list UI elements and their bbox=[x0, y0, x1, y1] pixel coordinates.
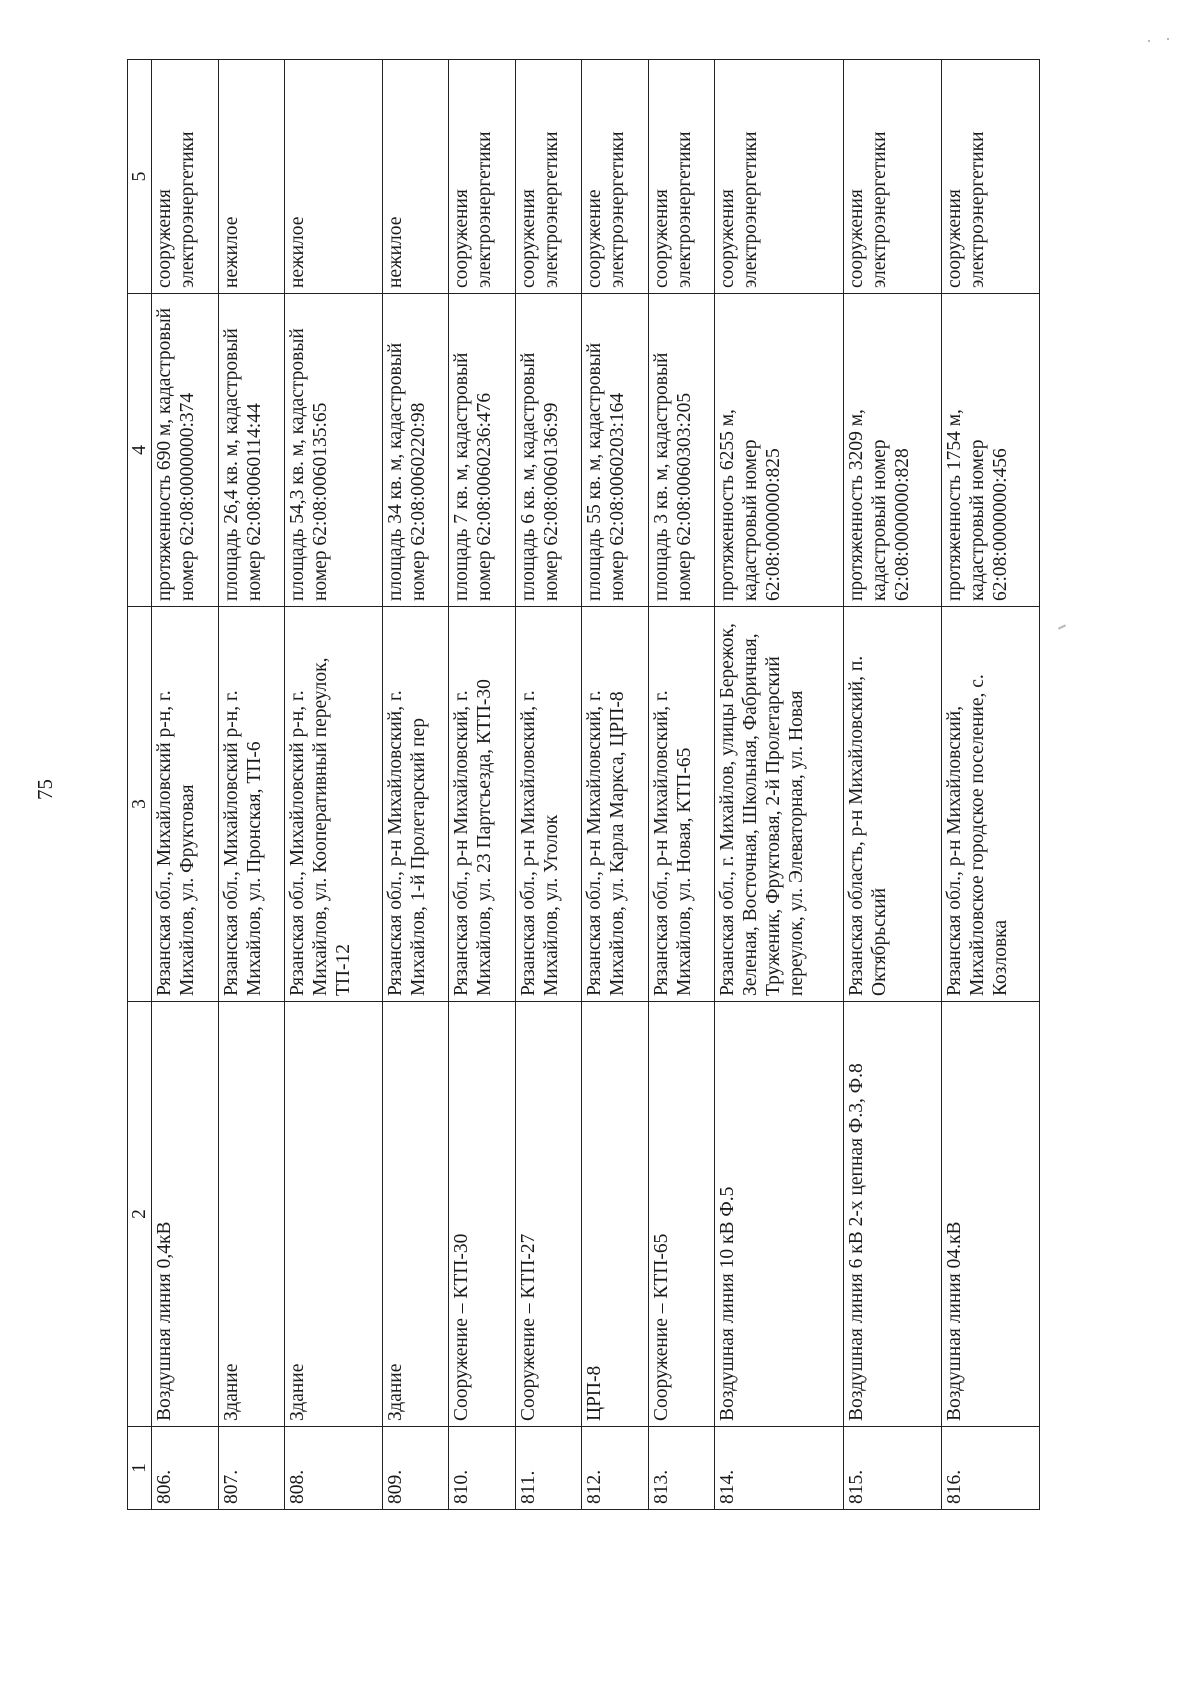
page-number: 75 bbox=[33, 779, 57, 800]
object-name-cell: Здание bbox=[218, 1002, 285, 1427]
row-number-cell: 814. bbox=[715, 1427, 844, 1510]
table-row bbox=[648, 60, 715, 1510]
rotated-table-container bbox=[127, 60, 1040, 1510]
address-cell: Рязанская обл., Михайловский р-н, г. Михайлов, ул. Пронская, ТП-6 bbox=[218, 607, 285, 1002]
purpose-cell: сооружение электроэнергетики bbox=[582, 60, 649, 294]
purpose-cell: сооружения электроэнергетики bbox=[942, 60, 1040, 294]
purpose-cell: нежилое bbox=[285, 60, 383, 294]
property-register-table bbox=[127, 59, 1040, 1510]
table-row bbox=[218, 60, 285, 1510]
table-row bbox=[382, 60, 449, 1510]
purpose-cell: нежилое bbox=[382, 60, 449, 294]
column-header: 1 bbox=[128, 1427, 152, 1510]
address-cell: Рязанская область, р-н Михайловский, п. Октябрьский bbox=[844, 607, 942, 1002]
row-number-cell: 809. bbox=[382, 1427, 449, 1510]
object-name-cell: Здание bbox=[285, 1002, 383, 1427]
scan-speck bbox=[1167, 38, 1169, 40]
table-row bbox=[449, 60, 516, 1510]
row-number-cell: 810. bbox=[449, 1427, 516, 1510]
table-row bbox=[582, 60, 649, 1510]
row-number-cell: 807. bbox=[218, 1427, 285, 1510]
purpose-cell: сооружения электроэнергетики bbox=[449, 60, 516, 294]
details-cell: протяженность 3209 м, кадастровый номер 62:08:0000000:828 bbox=[844, 294, 942, 607]
address-cell: Рязанская обл., р-н Михайловский, г. Михайлов, 1-й Пролетарский пер bbox=[382, 607, 449, 1002]
address-cell: Рязанская обл., Михайловский р-н, г. Михайлов, ул. Кооперативный переулок, ТП-12 bbox=[285, 607, 383, 1002]
purpose-cell: сооружения электроэнергетики bbox=[152, 60, 219, 294]
address-cell: Рязанская обл., Михайловский р-н, г. Михайлов, ул. Фруктовая bbox=[152, 607, 219, 1002]
object-name-cell: Воздушная линия 0,4кВ bbox=[152, 1002, 219, 1427]
column-header: 5 bbox=[128, 60, 152, 294]
table-row bbox=[152, 60, 219, 1510]
object-name-cell: Воздушная линия 10 кВ Ф.5 bbox=[715, 1002, 844, 1427]
purpose-cell: сооружения электроэнергетики bbox=[515, 60, 582, 294]
address-cell: Рязанская обл., г. Михайлов, улицы Бережок, Зеленая, Восточная, Школьная, Фабричная, Труженик, Фруктовая, 2-й Пролетарский переулок, ул. Элеваторная, ул. Новая bbox=[715, 607, 844, 1002]
details-cell: протяженность 6255 м, кадастровый номер 62:08:0000000:825 bbox=[715, 294, 844, 607]
row-number-cell: 811. bbox=[515, 1427, 582, 1510]
column-header: 4 bbox=[128, 294, 152, 607]
table-row bbox=[285, 60, 383, 1510]
table-row bbox=[715, 60, 844, 1510]
object-name-cell: Сооружение – КТП-27 bbox=[515, 1002, 582, 1427]
object-name-cell: Воздушная линия 04.кВ bbox=[942, 1002, 1040, 1427]
object-name-cell: ЦРП-8 bbox=[582, 1002, 649, 1427]
address-cell: Рязанская обл., р-н Михайловский, г. Михайлов, ул. Новая, КТП-65 bbox=[648, 607, 715, 1002]
scan-speck bbox=[1058, 624, 1066, 629]
object-name-cell: Сооружение – КТП-65 bbox=[648, 1002, 715, 1427]
object-name-cell: Здание bbox=[382, 1002, 449, 1427]
address-cell: Рязанская обл., р-н Михайловский, г. Михайлов, ул. 23 Партсъезда, КТП-30 bbox=[449, 607, 516, 1002]
object-name-cell: Воздушная линия 6 кВ 2-х цепная Ф.3, Ф.8 bbox=[844, 1002, 942, 1427]
column-header: 2 bbox=[128, 1002, 152, 1427]
column-header: 3 bbox=[128, 607, 152, 1002]
address-cell: Рязанская обл., р-н Михайловский, г. Михайлов, ул. Карла Маркса, ЦРП-8 bbox=[582, 607, 649, 1002]
table-row bbox=[942, 60, 1040, 1510]
scan-speck bbox=[1148, 40, 1150, 42]
details-cell: площадь 6 кв. м, кадастровый номер 62:08:0060136:99 bbox=[515, 294, 582, 607]
purpose-cell: сооружения электроэнергетики bbox=[715, 60, 844, 294]
row-number-cell: 816. bbox=[942, 1427, 1040, 1510]
purpose-cell: сооружения электроэнергетики bbox=[648, 60, 715, 294]
details-cell: площадь 7 кв. м, кадастровый номер 62:08:0060236:476 bbox=[449, 294, 516, 607]
details-cell: площадь 55 кв. м, кадастровый номер 62:08:0060203:164 bbox=[582, 294, 649, 607]
table-row bbox=[515, 60, 582, 1510]
details-cell: площадь 54,3 кв. м, кадастровый номер 62:08:0060135:65 bbox=[285, 294, 383, 607]
address-cell: Рязанская обл., р-н Михайловский, г. Михайлов, ул. Уголок bbox=[515, 607, 582, 1002]
object-name-cell: Сооружение – КТП-30 bbox=[449, 1002, 516, 1427]
purpose-cell: сооружения электроэнергетики bbox=[844, 60, 942, 294]
row-number-cell: 806. bbox=[152, 1427, 219, 1510]
details-cell: площадь 34 кв. м, кадастровый номер 62:08:0060220:98 bbox=[382, 294, 449, 607]
table-row bbox=[844, 60, 942, 1510]
address-cell: Рязанская обл., р-н Михайловский, Михайловское городское поселение, с. Козловка bbox=[942, 607, 1040, 1002]
purpose-cell: нежилое bbox=[218, 60, 285, 294]
table-header-row bbox=[128, 60, 152, 1510]
row-number-cell: 812. bbox=[582, 1427, 649, 1510]
row-number-cell: 808. bbox=[285, 1427, 383, 1510]
details-cell: протяженность 1754 м, кадастровый номер 62:08:0000000:456 bbox=[942, 294, 1040, 607]
details-cell: протяженность 690 м, кадастровый номер 62:08:0000000:374 bbox=[152, 294, 219, 607]
row-number-cell: 813. bbox=[648, 1427, 715, 1510]
details-cell: площадь 26,4 кв. м, кадастровый номер 62:08:0060114:44 bbox=[218, 294, 285, 607]
row-number-cell: 815. bbox=[844, 1427, 942, 1510]
details-cell: площадь 3 кв. м, кадастровый номер 62:08:0060303:205 bbox=[648, 294, 715, 607]
